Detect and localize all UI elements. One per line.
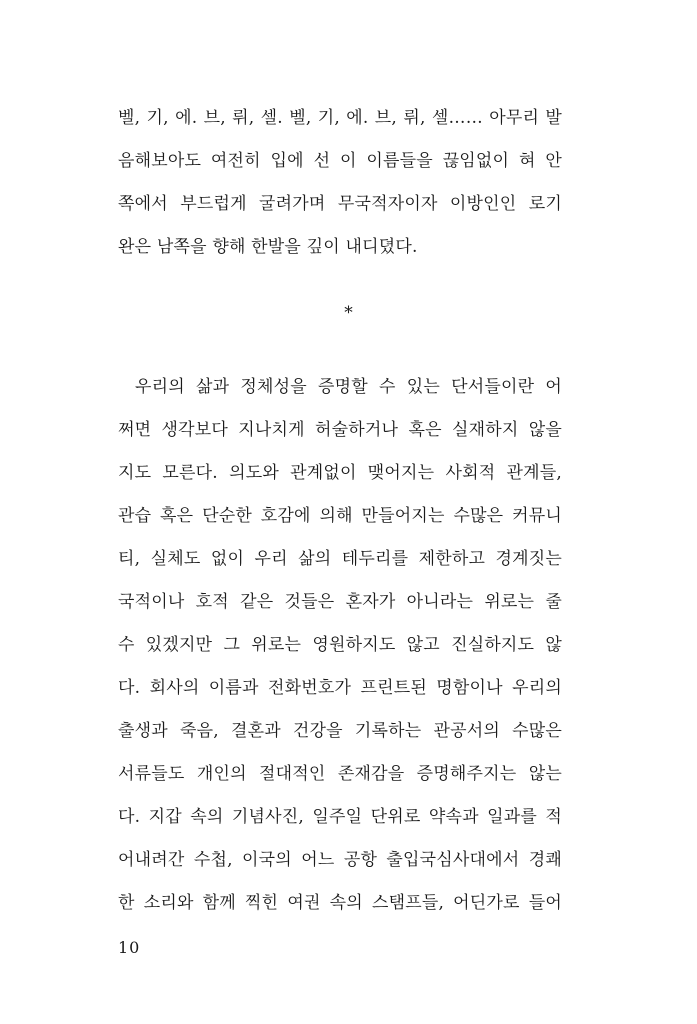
paragraph-2-line: 우리의 삶과 정체성을 증명할 수 있는 단서들이란 어 bbox=[135, 377, 562, 397]
paragraph-2-line: 어내려간 수첩, 이국의 어느 공항 출입국심사대에서 경쾌 bbox=[118, 850, 562, 870]
paragraph-2-line: 쩌면 생각보다 지나치게 허술하거나 혹은 실재하지 않을 bbox=[118, 420, 562, 440]
paragraph-1-line: 벨, 기, 에. 브, 뤼, 셀. 벨, 기, 에. 브, 뤼, 셀…… 아무리 발 bbox=[118, 108, 562, 128]
paragraph-2-line: 한 소리와 함께 찍힌 여권 속의 스탬프들, 어딘가로 들어 bbox=[118, 893, 562, 913]
paragraph-2-line: 지도 모른다. 의도와 관계없이 맺어지는 사회적 관계들, bbox=[118, 463, 562, 483]
page-number: 10 bbox=[118, 938, 141, 957]
paragraph-2-line: 출생과 죽음, 결혼과 건강을 기록하는 관공서의 수많은 bbox=[118, 721, 562, 741]
paragraph-2-line: 수 있겠지만 그 위로는 영원하지도 않고 진실하지도 않 bbox=[118, 635, 562, 655]
paragraph-2-line: 국적이나 호적 같은 것들은 혼자가 아니라는 위로는 줄 bbox=[118, 592, 562, 612]
paragraph-1 bbox=[118, 97, 562, 269]
section-separator: * bbox=[344, 303, 353, 323]
paragraph-2-line: 다. 지갑 속의 기념사진, 일주일 단위로 약속과 일과를 적 bbox=[118, 807, 562, 827]
paragraph-2 bbox=[118, 366, 562, 925]
paragraph-2-line: 관습 혹은 단순한 호감에 의해 만들어지는 수많은 커뮤니 bbox=[118, 506, 562, 526]
paragraph-1-line: 쪽에서 부드럽게 굴려가며 무국적자이자 이방인인 로기 bbox=[118, 194, 562, 214]
paragraph-1-line: 완은 남쪽을 향해 한발을 깊이 내디뎠다. bbox=[118, 237, 418, 257]
paragraph-2-line: 다. 회사의 이름과 전화번호가 프린트된 명함이나 우리의 bbox=[118, 678, 562, 698]
paragraph-2-line: 서류들도 개인의 절대적인 존재감을 증명해주지는 않는 bbox=[118, 764, 562, 784]
paragraph-1-line: 음해보아도 여전히 입에 선 이 이름들을 끊임없이 혀 안 bbox=[118, 151, 562, 171]
paragraph-2-line: 티, 실체도 없이 우리 삶의 테두리를 제한하고 경계짓는 bbox=[118, 549, 562, 569]
